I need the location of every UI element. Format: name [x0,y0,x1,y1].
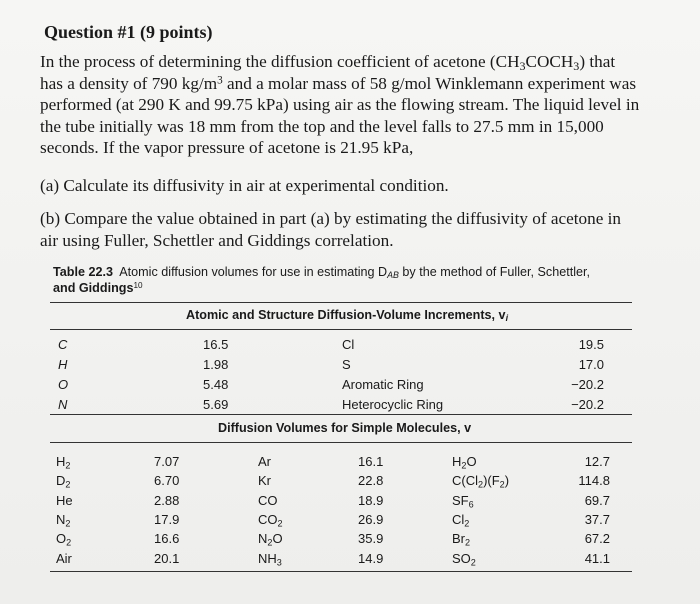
part-b: (b) Compare the value obtained in part (a) by estimating the diffusivity of acetone in air using Fuller, Schettler and Giddings correlation. [40,209,622,250]
structure-volume: −20.2 [571,397,604,412]
question-title: Question #1 (9 points) [44,22,213,42]
molecule-volume: 41.1 [584,550,610,566]
structure-volume: 17.0 [578,357,604,372]
molecule-formula: $CO_2$ [258,511,283,529]
atomic-header-rule [50,329,632,330]
molecule-formula: $H_2O$ [452,454,477,471]
table-bottom-rule [50,571,632,572]
molecule-formula: $Br_2$ [452,531,471,548]
molecules-header: Diffusion Volumes for Simple Molecules, v [218,421,472,435]
molecule-formula: $SO_2$ [452,550,476,567]
molecule-formula: $SF_6$ [452,492,474,509]
atom-volume: 1.98 [203,357,229,372]
molecule-volume: 7.07 [154,454,180,469]
structure-name: Aromatic Ring [342,377,424,392]
molecule-formula: He [56,492,73,508]
atom-symbol: O [58,377,69,392]
molecule-formula: $C(Cl_2)(F_2)$ [452,473,510,490]
molecule-volume: 26.9 [358,511,384,527]
molecule-volume: 16.1 [358,454,384,469]
molecule-volume: 67.2 [584,531,610,547]
molecule-formula: $N_2$ [56,511,71,529]
molecule-volume: 12.7 [584,454,610,469]
molecule-formula: Air [56,550,72,566]
molecules-header-rule [50,442,632,443]
atom-symbol: C [58,337,68,352]
molecule-volume: 35.9 [358,531,384,547]
molecule-volume: 16.6 [154,531,180,547]
atomic-header: Atomic and Structure Diffusion-Volume Increments, $v_i$ [186,308,509,324]
molecule-formula: $N_2O$ [258,531,283,548]
molecule-formula: CO [258,492,278,508]
molecule-volume: 37.7 [584,511,610,527]
structure-volume: 19.5 [578,337,604,352]
mid-rule [50,414,632,415]
atom-volume: 5.69 [203,397,229,412]
molecule-volume: 2.88 [154,492,180,508]
structure-name: Heterocyclic Ring [342,397,444,412]
part-a: (a) Calculate its diffusivity in air at experimental condition. [40,176,449,195]
atom-symbol: N [58,397,68,412]
question-intro: In the process of determining the diffusion coefficient of acetone $(CH_3COCH_3)$ that has a density of 790 $kg/m^3$ and a molar mass of 58 g/mol Winklemann experiment was performed (at 290 K and 99.75 kPa) using air as the flowing stream. The liquid level in the tube initially was 18 mm from the top and the level falls to 27.5 mm in 15,000 seconds. If the vapor pressure of acetone is 21.95 kPa, [40,52,640,157]
molecule-formula: $D_2$ [56,473,71,490]
structure-volume: −20.2 [571,377,604,392]
molecule-volume: 17.9 [154,511,180,527]
atom-volume: 16.5 [203,337,229,352]
molecule-volume: 20.1 [154,550,180,566]
molecule-volume: 6.70 [154,473,180,489]
molecule-formula: $H_2$ [56,454,71,471]
molecule-volume: 69.7 [584,492,610,508]
molecule-formula: $NH_3$ [258,550,282,567]
molecule-volume: 18.9 [358,492,384,508]
atom-symbol: H [58,357,68,372]
atom-volume: 5.48 [203,377,229,392]
table-caption: Table 22.3 Atomic diffusion volumes for use in estimating $D_{AB}$ by the method of Fuller, Schettler, and Giddings$^{10}$ [53,265,591,295]
structure-name: Cl [342,337,355,352]
molecule-formula: $Cl_2$ [452,511,470,529]
molecule-volume: 14.9 [358,550,384,566]
molecule-formula: Ar [258,454,271,469]
table-top-rule [50,302,632,303]
molecule-formula: $O_2$ [56,531,72,548]
molecule-volume: 22.8 [358,473,384,489]
structure-name: S [342,357,351,372]
molecule-volume: 114.8 [578,473,610,489]
molecule-formula: Kr [258,473,271,489]
